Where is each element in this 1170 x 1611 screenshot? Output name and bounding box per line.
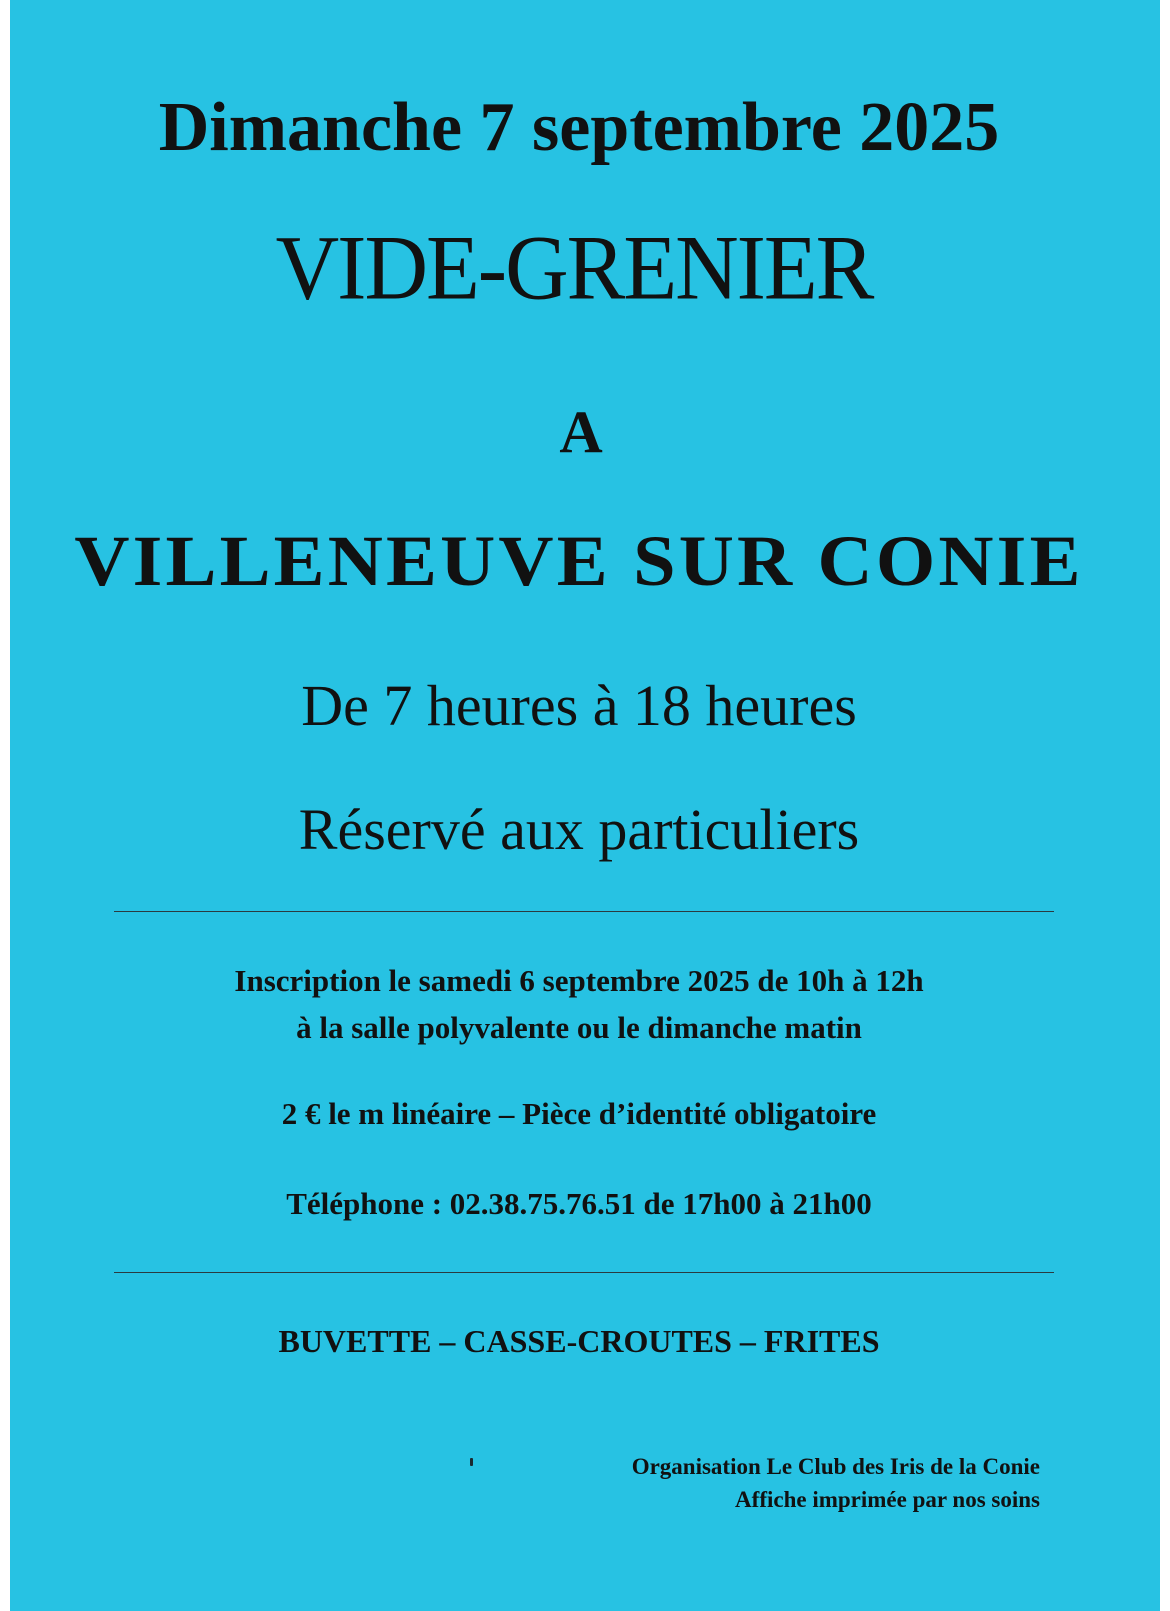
preposition: A xyxy=(559,399,603,465)
printer-credit: Affiche imprimée par nos soins xyxy=(735,1487,1040,1512)
event-hours: De 7 heures à 18 heures xyxy=(301,673,857,738)
price-info: 2 € le m linéaire – Pièce d’identité obligatoire xyxy=(281,1096,877,1131)
event-place: VILLENEUVE SUR CONIE xyxy=(74,521,1084,601)
bottom-divider xyxy=(114,1272,1054,1273)
top-divider xyxy=(114,911,1054,912)
registration-line-2: à la salle polyvalente ou le dimanche matin xyxy=(296,1010,862,1045)
food-services: BUVETTE – CASSE-CROUTES – FRITES xyxy=(278,1323,880,1359)
phone-info: Téléphone : 02.38.75.76.51 de 17h00 à 21h00 xyxy=(286,1186,872,1221)
organizer-credit: Organisation Le Club des Iris de la Conie xyxy=(631,1454,1040,1479)
reserved-notice: Réservé aux particuliers xyxy=(298,797,860,862)
print-speck xyxy=(470,1458,473,1466)
event-date: Dimanche 7 septembre 2025 xyxy=(158,89,1000,166)
registration-line-1: Inscription le samedi 6 septembre 2025 de 10h à 12h xyxy=(234,963,924,998)
event-title: VIDE-GRENIER xyxy=(275,217,873,320)
poster xyxy=(10,0,1160,1611)
